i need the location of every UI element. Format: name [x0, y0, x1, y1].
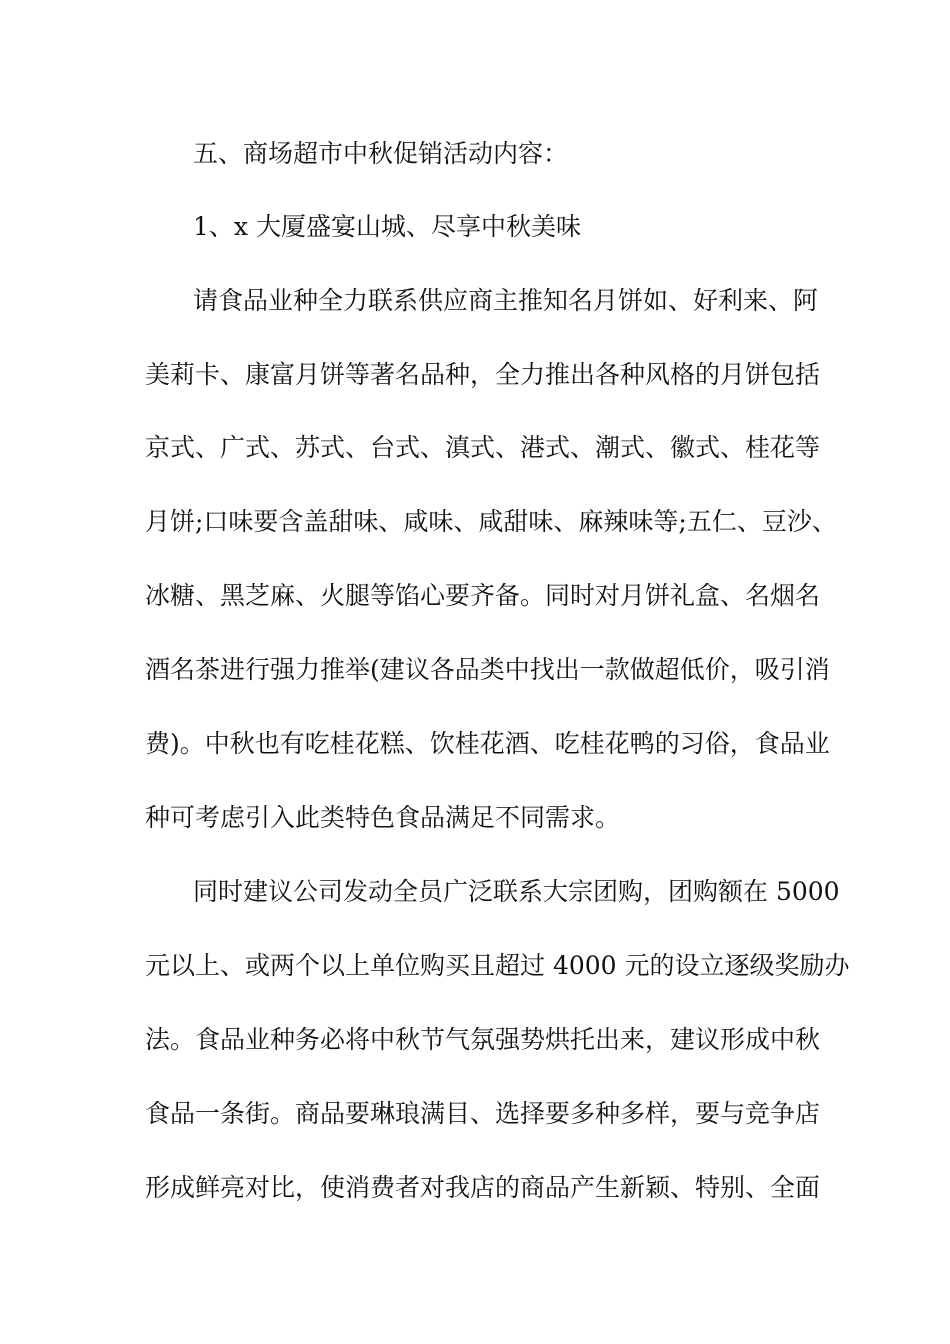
paragraph-line: 美莉卡、康富月饼等著名品种，全力推出各种风格的月饼包括 — [145, 360, 821, 389]
paragraph-line: 冰糖、黑芝麻、火腿等馅心要齐备。同时对月饼礼盒、名烟名 — [145, 581, 821, 610]
subsection-heading: 1、x 大厦盛宴山城、尽享中秋美味 — [193, 212, 581, 241]
paragraph-line: 费)。中秋也有吃桂花糕、饮桂花酒、吃桂花鸭的习俗，食品业 — [145, 729, 830, 758]
paragraph-line: 种可考虑引入此类特色食品满足不同需求。 — [145, 803, 621, 832]
section-heading: 五、商场超市中秋促销活动内容： — [193, 139, 569, 168]
paragraph-line: 同时建议公司发动全员广泛联系大宗团购，团购额在 5000 — [193, 877, 840, 906]
paragraph-line: 形成鲜亮对比，使消费者对我店的商品产生新颖、特别、全面 — [145, 1173, 821, 1202]
paragraph-line: 请食品业种全力联系供应商主推知名月饼如、好利来、阿 — [193, 286, 819, 315]
paragraph-line: 元以上、或两个以上单位购买且超过 4000 元的设立逐级奖励办 — [145, 951, 850, 980]
paragraph-line: 酒名茶进行强力推举(建议各品类中找出一款做超低价，吸引消 — [145, 655, 830, 684]
paragraph-line: 月饼;口味要含盖甜味、咸味、咸甜味、麻辣味等;五仁、豆沙、 — [145, 507, 837, 536]
paragraph-line: 法。食品业种务必将中秋节气氛强势烘托出来，建议形成中秋 — [145, 1025, 821, 1054]
paragraph-line: 京式、广式、苏式、台式、滇式、港式、潮式、徽式、桂花等 — [145, 433, 821, 462]
paragraph-line: 食品一条街。商品要琳琅满目、选择要多种多样，要与竞争店 — [145, 1099, 821, 1128]
